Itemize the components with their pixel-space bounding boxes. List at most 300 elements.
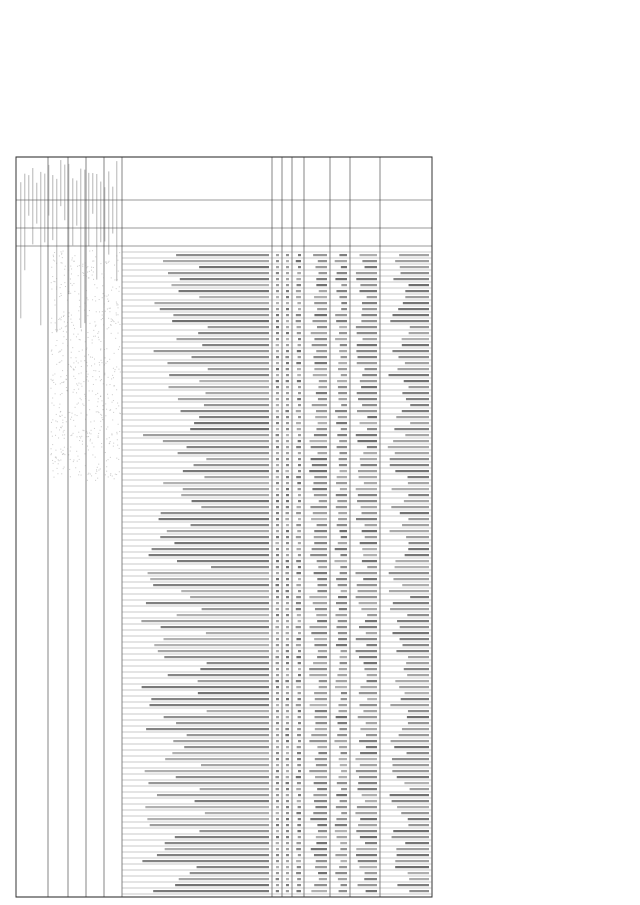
cell-text-mark [297, 800, 301, 802]
stipple-mark [103, 316, 104, 317]
stipple-mark [84, 303, 85, 304]
stipple-mark [61, 360, 62, 361]
stipple-mark [73, 368, 74, 369]
cell-text-mark [276, 572, 279, 574]
cell-text-mark [338, 638, 347, 640]
cell-text-mark [340, 470, 347, 472]
cell-text-mark [297, 350, 301, 352]
stipple-mark [86, 267, 87, 268]
stipple-mark [88, 337, 89, 338]
cell-text-mark [395, 452, 429, 454]
header-text-mark [72, 178, 73, 245]
stipple-mark [73, 420, 74, 421]
stipple-mark [77, 404, 78, 405]
stipple-mark [86, 399, 87, 400]
stipple-mark [51, 318, 52, 319]
cell-text-mark [286, 428, 289, 430]
stipple-mark [75, 426, 76, 427]
cell-text-mark [309, 770, 327, 772]
cell-text-mark [360, 458, 377, 460]
cell-text-mark [341, 302, 347, 304]
cell-text-mark [337, 272, 347, 274]
stipple-mark [99, 362, 100, 363]
stipple-mark [63, 431, 64, 432]
cell-text-mark [340, 848, 347, 850]
cell-text-mark [178, 398, 269, 400]
cell-text-mark [405, 362, 429, 364]
cell-text-mark [207, 662, 269, 664]
cell-text-mark [297, 752, 301, 754]
stipple-mark [120, 413, 121, 414]
stipple-mark [67, 390, 68, 391]
cell-text-mark [286, 554, 289, 556]
stipple-mark [82, 444, 83, 445]
cell-text-mark [337, 674, 347, 676]
cell-text-mark [405, 554, 429, 556]
cell-text-mark [389, 590, 429, 592]
cell-text-mark [276, 392, 279, 394]
stipple-mark [56, 364, 57, 365]
stipple-mark [72, 413, 73, 414]
stipple-mark [106, 460, 107, 461]
cell-text-mark [286, 482, 289, 484]
header-text-mark [56, 179, 57, 332]
cell-text-mark [276, 290, 279, 292]
stipple-mark [56, 289, 57, 290]
stipple-mark [74, 389, 75, 390]
stipple-mark [78, 432, 79, 433]
cell-text-mark [276, 452, 279, 454]
cell-text-mark [406, 536, 429, 538]
cell-text-mark [197, 866, 269, 868]
stipple-mark [59, 416, 60, 417]
cell-text-mark [341, 404, 347, 406]
stipple-mark [86, 305, 87, 306]
stipple-mark [106, 409, 107, 410]
cell-text-mark [275, 542, 279, 544]
cell-text-mark [389, 572, 429, 574]
cell-text-mark [337, 836, 347, 838]
cell-text-mark [276, 746, 279, 748]
stipple-mark [67, 322, 68, 323]
stipple-mark [87, 446, 88, 447]
cell-text-mark [340, 662, 347, 664]
stipple-mark [110, 475, 111, 476]
stipple-mark [113, 443, 114, 444]
stipple-mark [55, 461, 56, 462]
cell-text-mark [336, 482, 347, 484]
cell-text-mark [359, 656, 377, 658]
cell-text-mark [410, 422, 429, 424]
stipple-mark [96, 471, 97, 472]
cell-text-mark [314, 494, 327, 496]
cell-text-mark [276, 524, 279, 526]
cell-text-mark [408, 476, 429, 478]
stipple-mark [85, 275, 86, 276]
stipple-mark [77, 436, 78, 437]
stipple-mark [95, 394, 96, 395]
cell-text-mark [276, 758, 279, 760]
stipple-mark [63, 382, 64, 383]
stipple-mark [55, 345, 56, 346]
cell-text-mark [286, 404, 289, 406]
stipple-mark [111, 378, 112, 379]
cell-text-mark [318, 752, 327, 754]
stipple-mark [63, 453, 64, 454]
cell-text-mark [336, 680, 347, 682]
cell-text-mark [318, 872, 327, 874]
cell-text-mark [356, 326, 377, 328]
cell-text-mark [192, 356, 269, 358]
cell-text-mark [361, 608, 377, 610]
stipple-mark [95, 325, 96, 326]
stipple-mark [77, 385, 78, 386]
stipple-mark [109, 261, 110, 262]
cell-text-mark [164, 716, 269, 718]
cell-text-mark [148, 572, 269, 574]
cell-text-mark [198, 680, 269, 682]
cell-text-mark [168, 272, 269, 274]
cell-text-mark [199, 830, 269, 832]
stipple-mark [99, 299, 100, 300]
cell-text-mark [276, 476, 279, 478]
cell-text-mark [313, 254, 327, 256]
cell-text-mark [315, 266, 327, 268]
cell-text-mark [285, 680, 289, 682]
stipple-mark [76, 383, 77, 384]
stipple-mark [60, 376, 61, 377]
stipple-mark [60, 412, 61, 413]
stipple-mark [116, 255, 117, 256]
cell-text-mark [362, 548, 377, 550]
cell-text-mark [286, 278, 289, 280]
cell-text-mark [298, 386, 301, 388]
cell-text-mark [319, 878, 327, 880]
stipple-mark [56, 340, 57, 341]
cell-text-mark [339, 668, 347, 670]
cell-text-mark [276, 740, 279, 742]
cell-text-mark [390, 464, 429, 466]
cell-text-mark [313, 356, 327, 358]
stipple-mark [109, 359, 110, 360]
stipple-mark [83, 405, 84, 406]
stipple-mark [66, 379, 67, 380]
cell-text-mark [362, 308, 377, 310]
cell-text-mark [161, 512, 269, 514]
cell-text-mark [339, 464, 347, 466]
cell-text-mark [365, 536, 377, 538]
cell-text-mark [312, 488, 327, 490]
stipple-mark [70, 293, 71, 294]
cell-text-mark [286, 440, 289, 442]
cell-text-mark [286, 890, 289, 892]
cell-text-mark [276, 602, 279, 604]
cell-text-mark [334, 740, 347, 742]
stipple-mark [61, 393, 62, 394]
cell-text-mark [200, 668, 269, 670]
cell-text-mark [276, 566, 279, 568]
stipple-mark [98, 464, 99, 465]
stipple-mark [112, 476, 113, 477]
stipple-mark [98, 331, 99, 332]
cell-text-mark [392, 350, 429, 352]
stipple-mark [56, 458, 57, 459]
cell-text-mark [396, 848, 429, 850]
stipple-mark [75, 414, 76, 415]
cell-text-mark [296, 608, 301, 610]
cell-text-mark [298, 590, 301, 592]
cell-text-mark [276, 278, 279, 280]
cell-text-mark [315, 758, 327, 760]
stipple-mark [81, 361, 82, 362]
cell-text-mark [404, 782, 429, 784]
cell-text-mark [297, 332, 301, 334]
stipple-mark [52, 460, 53, 461]
cell-text-mark [276, 500, 279, 502]
cell-text-mark [276, 608, 279, 610]
stipple-mark [111, 433, 112, 434]
cell-text-mark [314, 296, 327, 298]
cell-text-mark [276, 578, 279, 580]
cell-text-mark [360, 542, 377, 544]
cell-text-mark [161, 626, 269, 628]
cell-text-mark [360, 704, 377, 706]
cell-text-mark [276, 302, 279, 304]
stipple-mark [112, 287, 113, 288]
stipple-mark [104, 364, 105, 365]
cell-text-mark [338, 518, 347, 520]
stipple-mark [85, 432, 86, 433]
cell-text-mark [286, 368, 289, 370]
cell-text-mark [358, 788, 377, 790]
stipple-mark [109, 311, 110, 312]
stipple-mark [82, 350, 83, 351]
cell-text-mark [298, 692, 301, 694]
cell-text-mark [409, 332, 429, 334]
cell-text-mark [276, 494, 279, 496]
cell-text-mark [318, 398, 327, 400]
stipple-mark [69, 312, 70, 313]
stipple-mark [101, 446, 102, 447]
cell-text-mark [164, 656, 269, 658]
cell-text-mark [341, 692, 347, 694]
cell-text-mark [286, 398, 289, 400]
cell-text-mark [339, 332, 347, 334]
stipple-mark [73, 325, 74, 326]
cell-text-mark [318, 650, 327, 652]
stipple-mark [85, 341, 86, 342]
stipple-mark [114, 478, 115, 479]
stipple-mark [87, 272, 88, 273]
stipple-mark [101, 319, 102, 320]
cell-text-mark [164, 638, 269, 640]
stipple-mark [71, 268, 72, 269]
cell-text-mark [285, 470, 289, 472]
stipple-mark [62, 370, 63, 371]
stipple-mark [100, 468, 101, 469]
stipple-mark [103, 383, 104, 384]
stipple-mark [92, 443, 93, 444]
cell-text-mark [297, 782, 301, 784]
cell-text-mark [286, 614, 289, 616]
cell-text-mark [286, 884, 289, 886]
cell-text-mark [402, 584, 429, 586]
stipple-mark [105, 311, 106, 312]
cell-text-mark [408, 710, 429, 712]
stipple-mark [118, 369, 119, 370]
cell-text-mark [183, 488, 269, 490]
cell-text-mark [364, 662, 377, 664]
cell-text-mark [276, 620, 279, 622]
cell-text-mark [313, 662, 327, 664]
cell-text-mark [402, 338, 429, 340]
cell-text-mark [179, 290, 269, 292]
cell-text-mark [149, 554, 269, 556]
cell-text-mark [276, 374, 279, 376]
cell-text-mark [341, 812, 347, 814]
cell-text-mark [395, 566, 429, 568]
stipple-mark [107, 309, 108, 310]
cell-text-mark [366, 890, 377, 892]
cell-text-mark [298, 470, 301, 472]
cell-text-mark [198, 332, 269, 334]
cell-text-mark [298, 674, 301, 676]
stipple-mark [72, 285, 73, 286]
cell-text-mark [357, 392, 377, 394]
stipple-mark [108, 318, 109, 319]
cell-text-mark [356, 434, 377, 436]
stipple-mark [56, 263, 57, 264]
cell-text-mark [286, 626, 289, 628]
stipple-mark [116, 314, 117, 315]
stipple-mark [99, 376, 100, 377]
cell-text-mark [336, 506, 347, 508]
cell-text-mark [392, 800, 429, 802]
cell-text-mark [298, 464, 301, 466]
stipple-mark [96, 311, 97, 312]
stipple-mark [94, 428, 95, 429]
stipple-mark [79, 351, 80, 352]
cell-text-mark [340, 566, 347, 568]
stipple-mark [111, 318, 112, 319]
cell-text-mark [314, 476, 327, 478]
cell-text-mark [286, 374, 289, 376]
cell-text-mark [286, 602, 289, 604]
stipple-mark [56, 278, 57, 279]
cell-text-mark [286, 698, 289, 700]
stipple-mark [76, 451, 77, 452]
cell-text-mark [313, 512, 327, 514]
cell-text-mark [341, 428, 347, 430]
stipple-mark [103, 272, 104, 273]
stipple-mark [106, 263, 107, 264]
cell-text-mark [318, 566, 327, 568]
stipple-mark [105, 452, 106, 453]
cell-text-mark [408, 494, 429, 496]
cell-text-mark [285, 704, 289, 706]
cell-text-mark [150, 578, 269, 580]
cell-text-mark [298, 806, 301, 808]
cell-text-mark [153, 890, 269, 892]
stipple-mark [85, 396, 86, 397]
cell-text-mark [317, 824, 327, 826]
cell-text-mark [286, 872, 289, 874]
cell-text-mark [276, 410, 279, 412]
cell-text-mark [339, 758, 347, 760]
cell-text-mark [310, 506, 327, 508]
cell-text-mark [208, 326, 269, 328]
stipple-mark [93, 330, 94, 331]
cell-text-mark [336, 494, 347, 496]
stipple-mark [86, 371, 87, 372]
cell-text-mark [190, 596, 269, 598]
cell-text-mark [276, 728, 279, 730]
stipple-mark [100, 421, 101, 422]
cell-text-mark [360, 836, 377, 838]
cell-text-mark [410, 404, 429, 406]
cell-text-mark [276, 818, 279, 820]
cell-text-mark [341, 590, 347, 592]
cell-text-mark [341, 266, 347, 268]
cell-text-mark [285, 572, 289, 574]
stipple-mark [116, 303, 117, 304]
stipple-mark [109, 437, 110, 438]
cell-text-mark [198, 692, 269, 694]
cell-text-mark [276, 326, 279, 328]
stipple-mark [86, 349, 87, 350]
stipple-mark [70, 451, 71, 452]
stipple-mark [60, 416, 61, 417]
cell-text-mark [365, 842, 377, 844]
stipple-mark [67, 370, 68, 371]
stipple-mark [103, 382, 104, 383]
stipple-mark [64, 275, 65, 276]
cell-text-mark [405, 296, 429, 298]
cell-text-mark [163, 482, 269, 484]
cell-text-mark [286, 284, 289, 286]
cell-text-mark [276, 848, 279, 850]
cell-text-mark [314, 644, 327, 646]
cell-text-mark [410, 326, 429, 328]
cell-text-mark [167, 362, 269, 364]
cell-text-mark [390, 704, 429, 706]
stipple-mark [119, 291, 120, 292]
cell-text-mark [316, 350, 327, 352]
cell-text-mark [286, 386, 289, 388]
stipple-mark [71, 322, 72, 323]
stipple-mark [59, 460, 60, 461]
stipple-mark [116, 474, 117, 475]
cell-text-mark [297, 284, 301, 286]
cell-text-mark [298, 554, 301, 556]
cell-text-mark [318, 386, 327, 388]
cell-text-mark [399, 686, 429, 688]
cell-text-mark [338, 416, 347, 418]
stipple-mark [107, 361, 108, 362]
cell-text-mark [406, 662, 429, 664]
cell-text-mark [341, 884, 347, 886]
cell-text-mark [337, 446, 347, 448]
cell-text-mark [286, 794, 289, 796]
cell-text-mark [276, 854, 279, 856]
cell-text-mark [286, 512, 289, 514]
cell-text-mark [286, 590, 289, 592]
cell-text-mark [360, 464, 377, 466]
stipple-mark [115, 338, 116, 339]
cell-text-mark [147, 818, 269, 820]
cell-text-mark [390, 458, 429, 460]
stipple-mark [90, 357, 91, 358]
